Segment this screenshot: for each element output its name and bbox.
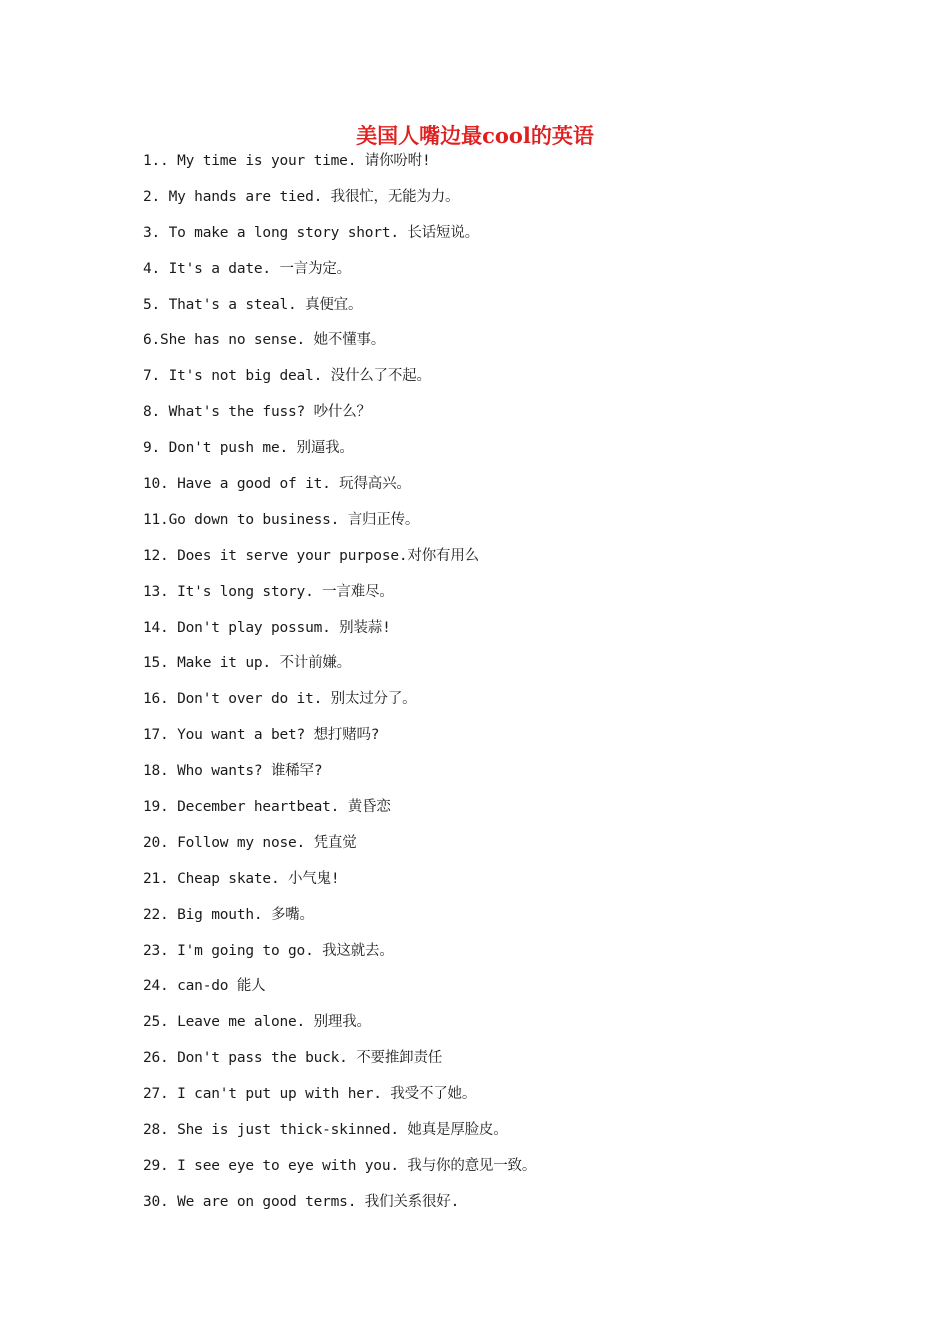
phrase-list xyxy=(143,146,863,1223)
list-item: 2. My hands are tied. 我很忙，无能为力。 xyxy=(143,188,460,205)
list-item: 23. I'm going to go. 我这就去。 xyxy=(143,942,394,959)
page-title: 美国人嘴边最cool的英语 xyxy=(356,123,594,148)
list-item: 1.. My time is your time. 请你吩咐! xyxy=(143,153,431,169)
list-item: 24. can-do 能人 xyxy=(143,978,266,995)
list-item: 22. Big mouth. 多嘴。 xyxy=(143,906,314,923)
list-item: 26. Don't pass the buck. 不要推卸责任 xyxy=(143,1050,443,1067)
list-item: 6.She has no sense. 她不懂事。 xyxy=(143,332,386,349)
list-item: 5. That's a steal. 真便宜。 xyxy=(143,296,363,313)
list-item: 16. Don't over do it. 别太过分了。 xyxy=(143,691,417,708)
list-item: 15. Make it up. 不计前嫌。 xyxy=(143,655,351,672)
list-item: 7. It's not big deal. 没什么了不起。 xyxy=(143,368,431,385)
list-item: 12. Does it serve your purpose.对你有用么 xyxy=(143,547,479,564)
list-item: 20. Follow my nose. 凭直觉 xyxy=(143,834,357,851)
list-item: 10. Have a good of it. 玩得高兴。 xyxy=(143,476,411,493)
list-item: 3. To make a long story short. 长话短说。 xyxy=(143,224,479,241)
list-item: 11.Go down to business. 言归正传。 xyxy=(143,511,420,528)
list-item: 28. She is just thick-skinned. 她真是厚脸皮。 xyxy=(143,1122,508,1139)
list-item: 29. I see eye to eye with you. 我与你的意见一致。 xyxy=(143,1157,537,1174)
list-item: 19. December heartbeat. 黄昏恋 xyxy=(143,799,391,816)
list-item: 13. It's long story. 一言难尽。 xyxy=(143,583,394,600)
list-item: 17. You want a bet? 想打赌吗? xyxy=(143,727,380,744)
list-item: 4. It's a date. 一言为定。 xyxy=(143,260,351,277)
list-item: 9. Don't push me. 别逼我。 xyxy=(143,440,354,457)
list-item: 21. Cheap skate. 小气鬼! xyxy=(143,870,340,887)
list-item: 8. What's the fuss? 吵什么？ xyxy=(143,404,371,421)
list-item: 27. I can't put up with her. 我受不了她。 xyxy=(143,1086,477,1103)
list-item: 18. Who wants? 谁稀罕? xyxy=(143,763,323,780)
list-item: 30. We are on good terms. 我们关系很好. xyxy=(143,1193,460,1210)
list-item: 25. Leave me alone. 别理我。 xyxy=(143,1014,371,1031)
list-item: 14. Don't play possum. 别装蒜! xyxy=(143,619,391,636)
